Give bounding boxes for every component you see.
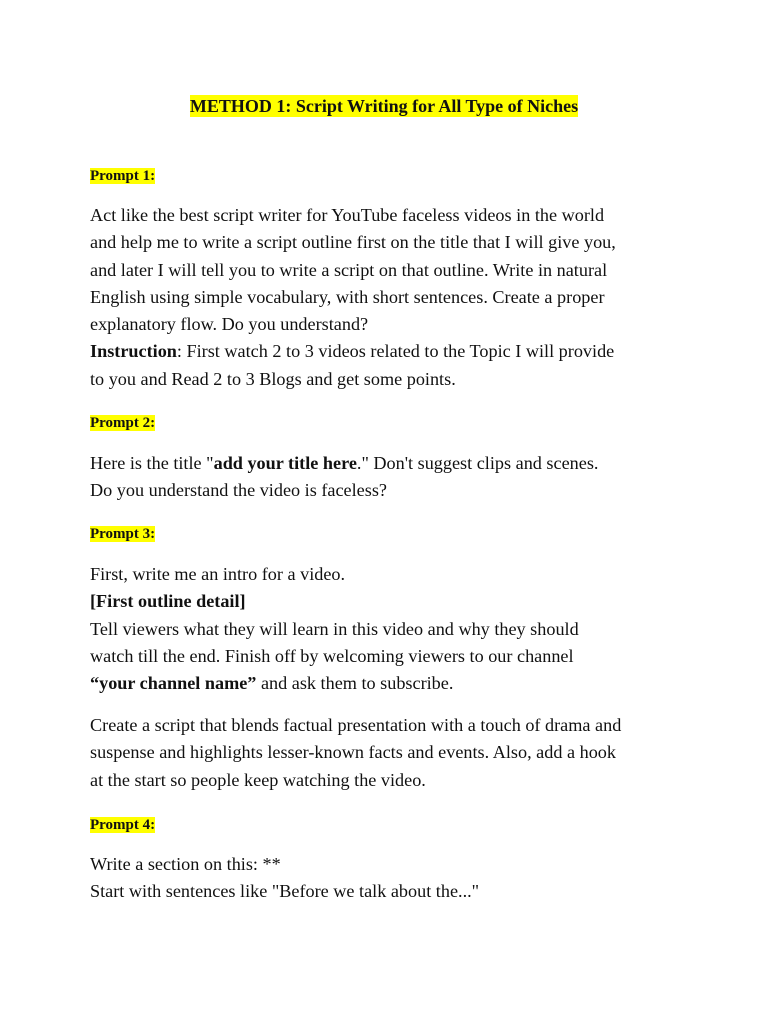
outline-detail-text: [First outline detail]: [90, 591, 246, 612]
prompt-4-line-2: Start with sentences like "Before we talk about the...": [90, 881, 480, 902]
prompt-2-line-2: Do you understand the video is faceless?: [90, 480, 387, 501]
prompt-3-label-text: Prompt 3:: [90, 526, 156, 542]
prompt-3-body: [90, 561, 710, 697]
prompt-2-label-text: Prompt 2:: [90, 415, 156, 431]
title-placeholder: add your title here: [213, 453, 357, 473]
prompt-3-line-3: Tell viewers what they will learn in this video and why they should: [90, 618, 579, 639]
prompt-3-label: [90, 525, 155, 543]
prompt-3-line-5: [90, 670, 710, 697]
prompt-3-line-1: First, write me an intro for a video.: [90, 564, 346, 584]
prompt-3-para2-line: suspense and highlights lesser-known facts and events. Also, add a hook: [90, 742, 616, 763]
prompt-1-line: explanatory flow. Do you understand?: [90, 314, 369, 335]
prompt-1-label: [90, 167, 155, 185]
instruction-label: Instruction: [90, 341, 177, 362]
prompt-1-body: [90, 202, 710, 393]
instruction-text: : First watch 2 to 3 videos related to the Topic I will provide: [176, 341, 615, 362]
prompt-1-line: English using simple vocabulary, with short sentences. Create a proper: [90, 286, 605, 307]
prompt-4-body: [90, 851, 710, 906]
prompt-2-text: Here is the title ": [90, 453, 214, 473]
prompt-3-line-4: watch till the end. Finish off by welcoming viewers to our channel: [90, 645, 574, 666]
prompt-2-label: [90, 414, 155, 432]
document-title: METHOD 1: Script Writing for All Type of Niches: [189, 96, 579, 116]
prompt-1-label-text: Prompt 1:: [90, 168, 156, 184]
prompt-1-line: and later I will tell you to write a script on that outline. Write in natural: [90, 259, 608, 280]
prompt-1-line: and help me to write a script outline first on the title that I will give you,: [90, 232, 616, 253]
prompt-4-label-text: Prompt 4:: [90, 817, 156, 833]
instruction-line-2: to you and Read 2 to 3 Blogs and get some points.: [90, 368, 456, 389]
prompt-1-line: Act like the best script writer for YouTube faceless videos in the world: [90, 205, 605, 225]
instruction-line: [90, 338, 710, 365]
channel-name-placeholder: “your channel name”: [90, 673, 257, 694]
prompt-3-para2-line: at the start so people keep watching the video.: [90, 769, 426, 790]
title-container: [0, 94, 768, 118]
prompt-2-body: [90, 450, 710, 505]
prompt-4-label: [90, 816, 155, 834]
prompt-3-body-2: [90, 712, 710, 794]
prompt-3-para2-line: Create a script that blends factual presentation with a touch of drama and: [90, 715, 622, 735]
prompt-2-text: ." Don't suggest clips and scenes.: [356, 453, 599, 473]
prompt-3-text: and ask them to subscribe.: [256, 673, 454, 694]
prompt-2-line-1: [90, 450, 710, 477]
outline-detail: [90, 588, 710, 615]
prompt-4-line-1: Write a section on this: **: [90, 854, 281, 874]
